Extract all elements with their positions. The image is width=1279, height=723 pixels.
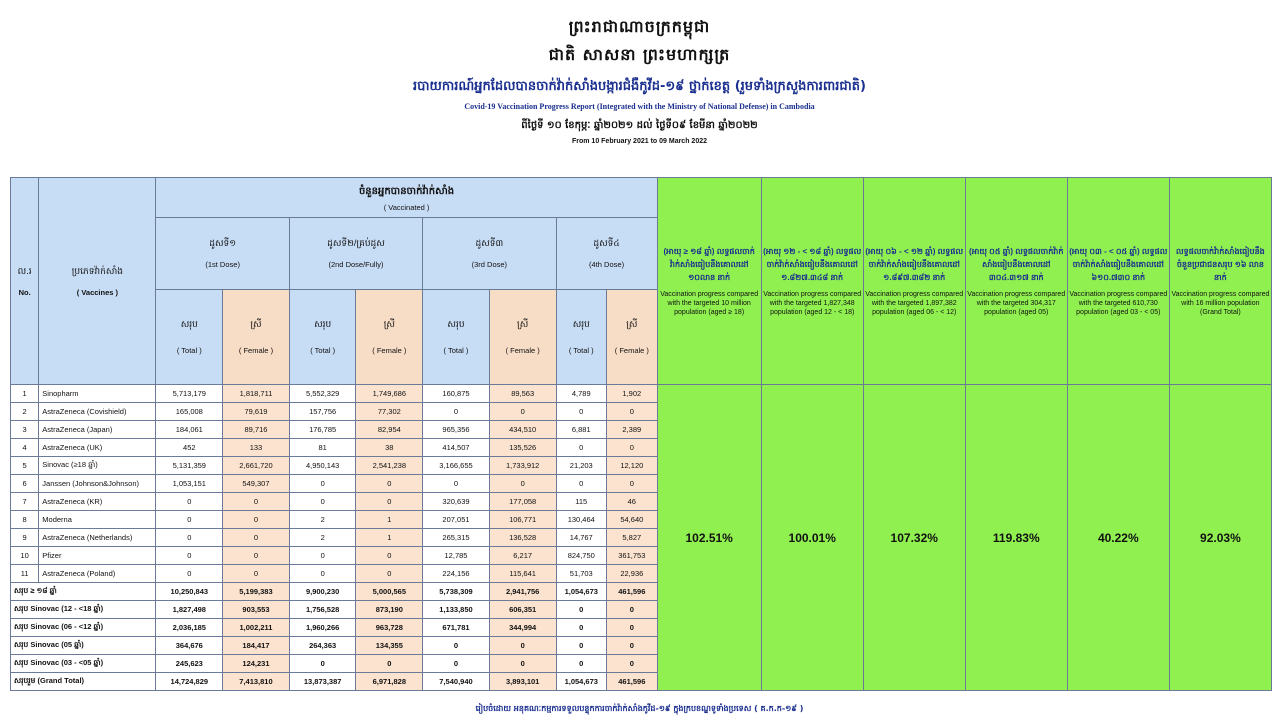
total-cell-dose-3: 965,356 bbox=[423, 421, 490, 439]
total-cell-dose-1: 0 bbox=[156, 493, 223, 511]
total-cell-dose-1: 5,713,179 bbox=[156, 385, 223, 403]
total-cell-dose-4: 0 bbox=[556, 655, 607, 673]
female-cell-dose-2: 2,541,238 bbox=[356, 457, 423, 475]
total-cell-dose-3: 0 bbox=[423, 655, 490, 673]
female-cell-dose-3: 136,528 bbox=[489, 529, 556, 547]
progress-value-2: 100.01% bbox=[761, 385, 863, 691]
total-cell-dose-4: 130,464 bbox=[556, 511, 607, 529]
female-cell-dose-4: 0 bbox=[607, 655, 658, 673]
female-cell-dose-4: 54,640 bbox=[607, 511, 658, 529]
total-cell-dose-4: 6,881 bbox=[556, 421, 607, 439]
subtotal-label: សរុប Sinovac (03 - <05 ឆ្នាំ) bbox=[11, 655, 156, 673]
col-no-header: ល.រ No. bbox=[11, 178, 39, 385]
dose-1-female-header: ស្រី ( Female ) bbox=[223, 290, 290, 385]
total-cell-dose-2: 1,756,528 bbox=[289, 601, 356, 619]
female-cell-dose-2: 77,302 bbox=[356, 403, 423, 421]
dose-3-total-header: សរុប ( Total ) bbox=[423, 290, 490, 385]
female-cell-dose-4: 0 bbox=[607, 475, 658, 493]
progress-header-05: (អាយុ ០៥ ឆ្នាំ) លទ្ធផលចាក់វ៉ាក់សាំងធៀបនឹងគោលដៅ ៣០៤.៣១៧ នាក់ Vaccination progress compared with the targeted 304,317 population (aged 05) bbox=[965, 178, 1067, 385]
vaccinated-header: ចំនួនអ្នកបានចាក់វ៉ាក់សាំង ( Vaccinated ) bbox=[156, 178, 657, 218]
total-cell-dose-1: 364,676 bbox=[156, 637, 223, 655]
total-cell-dose-1: 0 bbox=[156, 529, 223, 547]
total-cell-dose-2: 0 bbox=[289, 655, 356, 673]
vaccine-name: Janssen (Johnson&Johnson) bbox=[39, 475, 156, 493]
female-cell-dose-1: 549,307 bbox=[223, 475, 290, 493]
row-number: 4 bbox=[11, 439, 39, 457]
female-cell-dose-3: 0 bbox=[489, 655, 556, 673]
female-cell-dose-1: 0 bbox=[223, 511, 290, 529]
row-number: 3 bbox=[11, 421, 39, 439]
female-cell-dose-4: 461,596 bbox=[607, 673, 658, 691]
female-cell-dose-1: 7,413,810 bbox=[223, 673, 290, 691]
female-cell-dose-4: 461,596 bbox=[607, 583, 658, 601]
progress-header-12-18: (អាយុ ១២ - < ១៨ ឆ្នាំ) លទ្ធផលចាក់វ៉ាក់សាំងធៀបនឹងគោលដៅ ១.៨២៧.៣៤៨ នាក់ Vaccination progress compared with the targeted 1,827,348 population (aged 12 - < 18) bbox=[761, 178, 863, 385]
female-cell-dose-3: 344,994 bbox=[489, 619, 556, 637]
total-cell-dose-3: 160,875 bbox=[423, 385, 490, 403]
row-number: 5 bbox=[11, 457, 39, 475]
progress-header-18plus: (អាយុ ≥ ១៨ ឆ្នាំ) លទ្ធផលចាក់វ៉ាក់សាំងធៀបនឹងគោលដៅ ១០លាន នាក់ Vaccination progress compared with the targeted 10 million population (aged ≥ 18) bbox=[657, 178, 761, 385]
total-cell-dose-4: 21,203 bbox=[556, 457, 607, 475]
report-title-kh: របាយការណ៍អ្នកដែលបានចាក់វ៉ាក់សាំងបង្ការជំងឺកូវីដ-១៩ ថ្នាក់ខេត្ត (រួមទាំងក្រសួងការពារជាតិ) bbox=[413, 79, 866, 94]
female-cell-dose-1: 1,818,711 bbox=[223, 385, 290, 403]
female-cell-dose-3: 115,641 bbox=[489, 565, 556, 583]
total-cell-dose-4: 0 bbox=[556, 403, 607, 421]
kingdom-title: ព្រះរាជាណាចក្រកម្ពុជា bbox=[568, 17, 711, 36]
dose-1-header: ដូសទី១ (1st Dose) bbox=[156, 218, 289, 290]
total-cell-dose-1: 245,623 bbox=[156, 655, 223, 673]
total-cell-dose-4: 0 bbox=[556, 439, 607, 457]
total-cell-dose-2: 0 bbox=[289, 547, 356, 565]
total-cell-dose-3: 265,315 bbox=[423, 529, 490, 547]
total-cell-dose-3: 0 bbox=[423, 637, 490, 655]
motto: ជាតិ សាសនា ព្រះមហាក្សត្រ bbox=[548, 45, 731, 64]
female-cell-dose-3: 3,893,101 bbox=[489, 673, 556, 691]
female-cell-dose-1: 1,002,211 bbox=[223, 619, 290, 637]
row-number: 10 bbox=[11, 547, 39, 565]
total-cell-dose-2: 264,363 bbox=[289, 637, 356, 655]
female-cell-dose-2: 0 bbox=[356, 655, 423, 673]
female-cell-dose-3: 89,563 bbox=[489, 385, 556, 403]
female-cell-dose-3: 434,510 bbox=[489, 421, 556, 439]
total-cell-dose-4: 0 bbox=[556, 637, 607, 655]
female-cell-dose-3: 0 bbox=[489, 403, 556, 421]
female-cell-dose-1: 89,716 bbox=[223, 421, 290, 439]
dose-3-header: ដូសទី៣ (3rd Dose) bbox=[423, 218, 556, 290]
row-number: 11 bbox=[11, 565, 39, 583]
vaccine-name: AstraZeneca (Japan) bbox=[39, 421, 156, 439]
report-title-en: Covid-19 Vaccination Progress Report (Integrated with the Ministry of National Defense) in Cambodia bbox=[464, 102, 815, 111]
total-cell-dose-3: 320,639 bbox=[423, 493, 490, 511]
total-cell-dose-4: 115 bbox=[556, 493, 607, 511]
total-cell-dose-1: 2,036,185 bbox=[156, 619, 223, 637]
vaccine-name: AstraZeneca (Covishield) bbox=[39, 403, 156, 421]
dose-2-header: ដូសទី២/គ្រប់ដូស (2nd Dose/Fully) bbox=[289, 218, 422, 290]
total-cell-dose-3: 207,051 bbox=[423, 511, 490, 529]
female-cell-dose-1: 5,199,383 bbox=[223, 583, 290, 601]
progress-value-4: 119.83% bbox=[965, 385, 1067, 691]
female-cell-dose-1: 79,619 bbox=[223, 403, 290, 421]
vaccine-name: AstraZeneca (Netherlands) bbox=[39, 529, 156, 547]
total-cell-dose-3: 0 bbox=[423, 403, 490, 421]
total-cell-dose-2: 176,785 bbox=[289, 421, 356, 439]
dose-1-total-header: សរុប ( Total ) bbox=[156, 290, 223, 385]
female-cell-dose-4: 0 bbox=[607, 637, 658, 655]
progress-header-03-05: (អាយុ ០៣ - < ០៥ ឆ្នាំ) លទ្ធផលចាក់វ៉ាក់សាំងធៀបនឹងគោលដៅ ៦១០.៧៣០ នាក់ Vaccination progress compared with the targeted 610,730 population (aged 03 - < 05) bbox=[1067, 178, 1169, 385]
female-cell-dose-1: 0 bbox=[223, 493, 290, 511]
subtotal-label: សរុបរួម (Grand Total) bbox=[11, 673, 156, 691]
total-cell-dose-3: 1,133,850 bbox=[423, 601, 490, 619]
female-cell-dose-4: 5,827 bbox=[607, 529, 658, 547]
female-cell-dose-4: 0 bbox=[607, 601, 658, 619]
female-cell-dose-3: 177,058 bbox=[489, 493, 556, 511]
female-cell-dose-3: 6,217 bbox=[489, 547, 556, 565]
female-cell-dose-1: 124,231 bbox=[223, 655, 290, 673]
dose-4-total-header: សរុប ( Total ) bbox=[556, 290, 607, 385]
progress-value-5: 40.22% bbox=[1067, 385, 1169, 691]
progress-value-3: 107.32% bbox=[863, 385, 965, 691]
total-cell-dose-1: 1,053,151 bbox=[156, 475, 223, 493]
female-cell-dose-2: 38 bbox=[356, 439, 423, 457]
dose-3-female-header: ស្រី ( Female ) bbox=[489, 290, 556, 385]
progress-header-grand-total: លទ្ធផលចាក់វ៉ាក់សាំងធៀបនឹងចំនួនប្រជាជនសរុប ១៦ លាននាក់ Vaccination progress compared with 16 million population (Grand Total) bbox=[1169, 178, 1271, 385]
female-cell-dose-2: 5,000,565 bbox=[356, 583, 423, 601]
female-cell-dose-2: 963,728 bbox=[356, 619, 423, 637]
total-cell-dose-4: 14,767 bbox=[556, 529, 607, 547]
female-cell-dose-3: 0 bbox=[489, 637, 556, 655]
total-cell-dose-2: 5,552,329 bbox=[289, 385, 356, 403]
female-cell-dose-2: 0 bbox=[356, 547, 423, 565]
dose-4-header: ដូសទី៤ (4th Dose) bbox=[556, 218, 657, 290]
total-cell-dose-3: 3,166,655 bbox=[423, 457, 490, 475]
female-cell-dose-4: 0 bbox=[607, 619, 658, 637]
female-cell-dose-2: 1,749,686 bbox=[356, 385, 423, 403]
total-cell-dose-1: 1,827,498 bbox=[156, 601, 223, 619]
progress-header-06-12: (អាយុ ០៦ - < ១២ ឆ្នាំ) លទ្ធផលចាក់វ៉ាក់សាំងធៀបនឹងគោលដៅ ១.៨៩៧.៣៨២ នាក់ Vaccination progress compared with the targeted 1,897,382 population (aged 06 - < 12) bbox=[863, 178, 965, 385]
female-cell-dose-1: 0 bbox=[223, 547, 290, 565]
total-cell-dose-4: 824,750 bbox=[556, 547, 607, 565]
female-cell-dose-1: 0 bbox=[223, 529, 290, 547]
total-cell-dose-1: 0 bbox=[156, 547, 223, 565]
total-cell-dose-2: 2 bbox=[289, 511, 356, 529]
female-cell-dose-3: 606,351 bbox=[489, 601, 556, 619]
female-cell-dose-4: 0 bbox=[607, 439, 658, 457]
total-cell-dose-1: 0 bbox=[156, 511, 223, 529]
row-number: 9 bbox=[11, 529, 39, 547]
total-cell-dose-1: 184,061 bbox=[156, 421, 223, 439]
total-cell-dose-4: 1,054,673 bbox=[556, 673, 607, 691]
female-cell-dose-2: 1 bbox=[356, 511, 423, 529]
female-cell-dose-2: 0 bbox=[356, 493, 423, 511]
total-cell-dose-2: 2 bbox=[289, 529, 356, 547]
vaccine-name: Sinovac (≥18 ឆ្នាំ) bbox=[39, 457, 156, 475]
female-cell-dose-2: 82,954 bbox=[356, 421, 423, 439]
female-cell-dose-4: 361,753 bbox=[607, 547, 658, 565]
vaccination-table bbox=[10, 177, 1272, 691]
female-cell-dose-3: 135,526 bbox=[489, 439, 556, 457]
subtotal-label: សរុប Sinovac (12 - <18 ឆ្នាំ) bbox=[11, 601, 156, 619]
total-cell-dose-2: 81 bbox=[289, 439, 356, 457]
total-cell-dose-4: 4,789 bbox=[556, 385, 607, 403]
female-cell-dose-2: 134,355 bbox=[356, 637, 423, 655]
dose-2-female-header: ស្រី ( Female ) bbox=[356, 290, 423, 385]
female-cell-dose-2: 0 bbox=[356, 475, 423, 493]
report-period-kh: ពីថ្ងៃទី ១០ ខែកុម្ភៈ ឆ្នាំ២០២១ ដល់ ថ្ងៃទី០៩ ខែមីនា ឆ្នាំ២០២២ bbox=[521, 120, 758, 131]
female-cell-dose-4: 46 bbox=[607, 493, 658, 511]
footer-note: រៀបចំដោយ អនុគណៈកម្មការទទួលបន្ទុកការចាក់វ៉ាក់សាំងកូវីដ-១៩ ក្នុងក្របខណ្ឌទូទាំងប្រទេស ( គ.ក.ក-១៩ ) bbox=[475, 704, 804, 713]
vaccine-name: AstraZeneca (UK) bbox=[39, 439, 156, 457]
dose-2-total-header: សរុប ( Total ) bbox=[289, 290, 356, 385]
total-cell-dose-2: 1,960,266 bbox=[289, 619, 356, 637]
total-cell-dose-4: 1,054,673 bbox=[556, 583, 607, 601]
total-cell-dose-4: 0 bbox=[556, 475, 607, 493]
col-vaccine-header: ប្រភេទវ៉ាក់សាំង ( Vaccines ) bbox=[39, 178, 156, 385]
subtotal-label: សរុប Sinovac (05 ឆ្នាំ) bbox=[11, 637, 156, 655]
total-cell-dose-3: 414,507 bbox=[423, 439, 490, 457]
subtotal-label: សរុប Sinovac (06 - <12 ឆ្នាំ) bbox=[11, 619, 156, 637]
total-cell-dose-3: 224,156 bbox=[423, 565, 490, 583]
vaccine-name: AstraZeneca (KR) bbox=[39, 493, 156, 511]
total-cell-dose-1: 0 bbox=[156, 565, 223, 583]
report-period-en: From 10 February 2021 to 09 March 2022 bbox=[571, 138, 707, 145]
subtotal-label: សរុប ≥ ១៨ ឆ្នាំ bbox=[11, 583, 156, 601]
total-cell-dose-1: 165,008 bbox=[156, 403, 223, 421]
total-cell-dose-4: 51,703 bbox=[556, 565, 607, 583]
female-cell-dose-1: 184,417 bbox=[223, 637, 290, 655]
total-cell-dose-2: 0 bbox=[289, 493, 356, 511]
total-cell-dose-3: 5,738,309 bbox=[423, 583, 490, 601]
total-cell-dose-3: 671,781 bbox=[423, 619, 490, 637]
female-cell-dose-2: 0 bbox=[356, 565, 423, 583]
total-cell-dose-3: 7,540,940 bbox=[423, 673, 490, 691]
female-cell-dose-3: 106,771 bbox=[489, 511, 556, 529]
female-cell-dose-3: 0 bbox=[489, 475, 556, 493]
total-cell-dose-3: 0 bbox=[423, 475, 490, 493]
row-number: 2 bbox=[11, 403, 39, 421]
vaccine-name: Moderna bbox=[39, 511, 156, 529]
total-cell-dose-2: 0 bbox=[289, 475, 356, 493]
female-cell-dose-4: 12,120 bbox=[607, 457, 658, 475]
row-number: 7 bbox=[11, 493, 39, 511]
row-number: 8 bbox=[11, 511, 39, 529]
row-number: 1 bbox=[11, 385, 39, 403]
total-cell-dose-2: 157,756 bbox=[289, 403, 356, 421]
female-cell-dose-2: 6,971,828 bbox=[356, 673, 423, 691]
female-cell-dose-4: 0 bbox=[607, 403, 658, 421]
female-cell-dose-3: 1,733,912 bbox=[489, 457, 556, 475]
progress-value-6: 92.03% bbox=[1169, 385, 1271, 691]
vaccine-name: Sinopharm bbox=[39, 385, 156, 403]
female-cell-dose-1: 2,661,720 bbox=[223, 457, 290, 475]
female-cell-dose-1: 903,553 bbox=[223, 601, 290, 619]
total-cell-dose-4: 0 bbox=[556, 601, 607, 619]
female-cell-dose-2: 1 bbox=[356, 529, 423, 547]
total-cell-dose-1: 452 bbox=[156, 439, 223, 457]
row-number: 6 bbox=[11, 475, 39, 493]
female-cell-dose-3: 2,941,756 bbox=[489, 583, 556, 601]
total-cell-dose-2: 0 bbox=[289, 565, 356, 583]
total-cell-dose-2: 4,950,143 bbox=[289, 457, 356, 475]
female-cell-dose-1: 0 bbox=[223, 565, 290, 583]
vaccine-name: Pfizer bbox=[39, 547, 156, 565]
total-cell-dose-4: 0 bbox=[556, 619, 607, 637]
total-cell-dose-3: 12,785 bbox=[423, 547, 490, 565]
total-cell-dose-1: 14,724,829 bbox=[156, 673, 223, 691]
table-row bbox=[11, 385, 1272, 403]
total-cell-dose-1: 10,250,843 bbox=[156, 583, 223, 601]
total-cell-dose-2: 13,873,387 bbox=[289, 673, 356, 691]
vaccine-name: AstraZeneca (Poland) bbox=[39, 565, 156, 583]
progress-value-1: 102.51% bbox=[657, 385, 761, 691]
female-cell-dose-2: 873,190 bbox=[356, 601, 423, 619]
total-cell-dose-2: 9,900,230 bbox=[289, 583, 356, 601]
total-cell-dose-1: 5,131,359 bbox=[156, 457, 223, 475]
female-cell-dose-4: 2,389 bbox=[607, 421, 658, 439]
dose-4-female-header: ស្រី ( Female ) bbox=[607, 290, 658, 385]
female-cell-dose-1: 133 bbox=[223, 439, 290, 457]
female-cell-dose-4: 22,936 bbox=[607, 565, 658, 583]
female-cell-dose-4: 1,902 bbox=[607, 385, 658, 403]
